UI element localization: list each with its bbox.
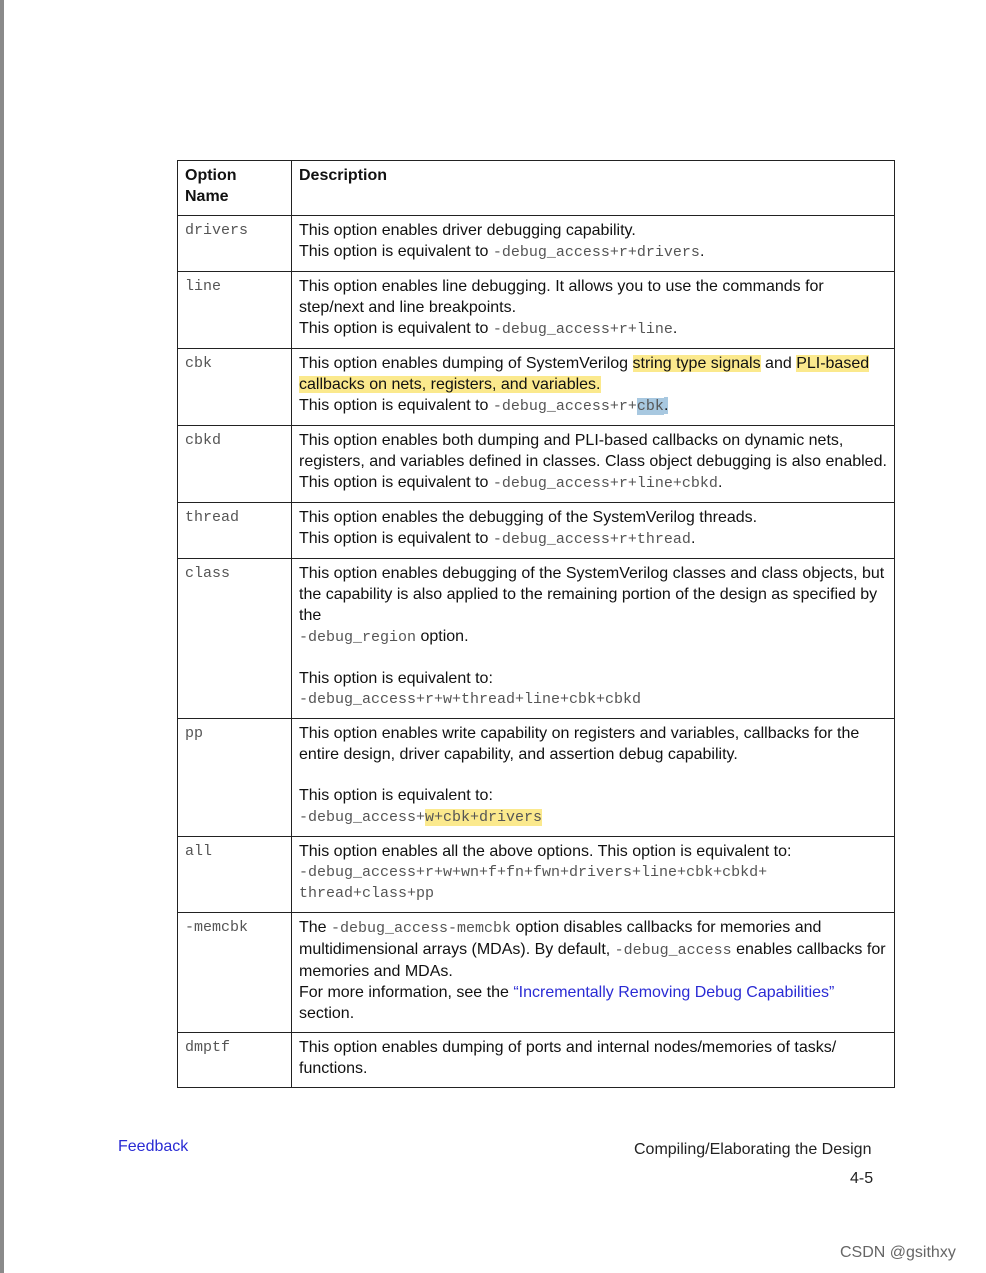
debug-region-code: -debug_region	[299, 629, 417, 646]
header-description: Description	[292, 161, 895, 216]
option-name: drivers	[178, 216, 292, 272]
option-description	[292, 837, 895, 913]
footer-title: Compiling/Elaborating the Design	[634, 1141, 872, 1158]
table-row	[178, 216, 895, 272]
highlight-string-type: string type signals	[632, 355, 761, 372]
more-info-line	[299, 982, 887, 1024]
equivalent-code: -debug_access+r+line	[492, 321, 673, 338]
option-name: class	[178, 559, 292, 719]
option-name: dmptf	[178, 1033, 292, 1088]
watermark: CSDN @gsithxy	[840, 1244, 956, 1261]
equivalent-line	[299, 528, 887, 550]
option-description	[292, 913, 895, 1033]
description-text: This option enables dumping of ports and internal nodes/memories of tasks/ functions.	[299, 1039, 837, 1077]
option-description	[292, 426, 895, 503]
table-row	[178, 559, 895, 719]
option-name: -memcbk	[178, 913, 292, 1033]
option-name: thread	[178, 503, 292, 559]
table-row	[178, 503, 895, 559]
option-description	[292, 272, 895, 349]
description-mid: and	[760, 355, 797, 372]
equivalent-label: This option is equivalent to	[299, 243, 493, 260]
option-description	[292, 216, 895, 272]
equivalent-end: .	[690, 530, 696, 547]
description-text	[299, 917, 887, 982]
description-text: This option enables debugging of the SystemVerilog classes and class objects, but the capability is also applied to the remaining portion of the design as specified by the	[299, 565, 885, 624]
equivalent-end: .	[699, 243, 705, 260]
equivalent-line	[299, 241, 887, 263]
equivalent-label: This option is equivalent to	[299, 474, 493, 491]
table-row	[178, 719, 895, 837]
page-left-edge	[0, 0, 4, 1273]
equivalent-label: This option is equivalent to:	[299, 787, 493, 804]
description-text: This option enables driver debugging capability.	[299, 222, 636, 239]
description-code-line	[299, 626, 887, 648]
equivalent-code: -debug_access+r+	[492, 398, 637, 415]
equivalent-label: This option is equivalent to	[299, 320, 493, 337]
table-row	[178, 349, 895, 426]
table-row	[178, 1033, 895, 1088]
description-end: enables callbacks for memories and MDAs.	[299, 941, 886, 980]
spacer	[299, 765, 887, 785]
equivalent-end: .	[717, 474, 723, 491]
equivalent-label: This option is equivalent to:	[299, 670, 493, 687]
description-text	[299, 353, 887, 395]
option-description	[292, 559, 895, 719]
page-number: 4-5	[850, 1170, 874, 1187]
description-text: This option enables line debugging. It allows you to use the commands for step/next and line breakpoints.	[299, 278, 824, 316]
equivalent-code-line1: -debug_access+r+w+wn+f+fn+fwn+drivers+line+cbk+cbkd+	[299, 864, 768, 881]
equivalent-end: .	[672, 320, 678, 337]
description-text: This option enables all the above options. This option is equivalent to:	[299, 843, 792, 860]
option-description	[292, 719, 895, 837]
memcbk-code: -debug_access-memcbk	[331, 920, 512, 937]
equivalent-code: -debug_access+r+drivers	[492, 244, 700, 261]
option-description	[292, 349, 895, 426]
option-name: cbk	[178, 349, 292, 426]
option-name: line	[178, 272, 292, 349]
equivalent-code: -debug_access+r+line+cbkd	[492, 475, 718, 492]
highlight-w-cbk-drivers: w+cbk+drivers	[425, 809, 543, 826]
feedback-link[interactable]: Feedback	[118, 1138, 189, 1155]
highlight-pli-callbacks: PLI-based callbacks on nets, registers, and variables	[299, 355, 870, 393]
equivalent-line	[299, 318, 887, 340]
description-text: This option enables both dumping and PLI-based callbacks on dynamic nets, registers, and variables defined in classes. Class object debugging is also enabled.	[299, 432, 887, 470]
equivalent-code-line2: thread+class+pp	[299, 885, 435, 902]
table-row	[178, 837, 895, 913]
options-table	[177, 160, 895, 1088]
description-pre: This option enables dumping of SystemVerilog	[299, 355, 633, 372]
spacer	[299, 648, 887, 668]
debug-access-code: -debug_access	[614, 942, 732, 959]
equivalent-code: -debug_access+	[299, 809, 426, 826]
table-row	[178, 913, 895, 1033]
table-header-row	[178, 161, 895, 216]
option-name: cbkd	[178, 426, 292, 503]
equivalent-end: .	[663, 397, 669, 414]
description-text: This option enables write capability on registers and variables, callbacks for the entire design, driver capability, and assertion debug capability.	[299, 725, 860, 763]
equivalent-line	[299, 395, 887, 417]
description-text: This option enables the debugging of the SystemVerilog threads.	[299, 509, 758, 526]
equivalent-line	[299, 806, 887, 828]
option-name: pp	[178, 719, 292, 837]
description-end: .	[596, 376, 601, 393]
option-description	[292, 1033, 895, 1088]
selected-text: cbk	[636, 398, 664, 415]
description-code-end: option.	[416, 628, 469, 645]
more-info-end: section.	[299, 1005, 355, 1022]
table-row	[178, 272, 895, 349]
header-option-name: Option Name	[178, 161, 292, 216]
table-row	[178, 426, 895, 503]
equivalent-label: This option is equivalent to	[299, 530, 493, 547]
incrementally-removing-link[interactable]: “Incrementally Removing Debug Capabilities”	[513, 984, 835, 1001]
description-mid: option disables callbacks for memories and multidimensional arrays (MDAs). By default,	[299, 919, 822, 958]
option-description	[292, 503, 895, 559]
description-pre: The	[299, 919, 332, 936]
equivalent-code: -debug_access+r+thread	[492, 531, 691, 548]
equivalent-line	[299, 472, 887, 494]
equivalent-code: -debug_access+r+w+thread+line+cbk+cbkd	[299, 691, 642, 708]
more-info-pre: For more information, see the	[299, 984, 514, 1001]
equivalent-label: This option is equivalent to	[299, 397, 493, 414]
option-name: all	[178, 837, 292, 913]
